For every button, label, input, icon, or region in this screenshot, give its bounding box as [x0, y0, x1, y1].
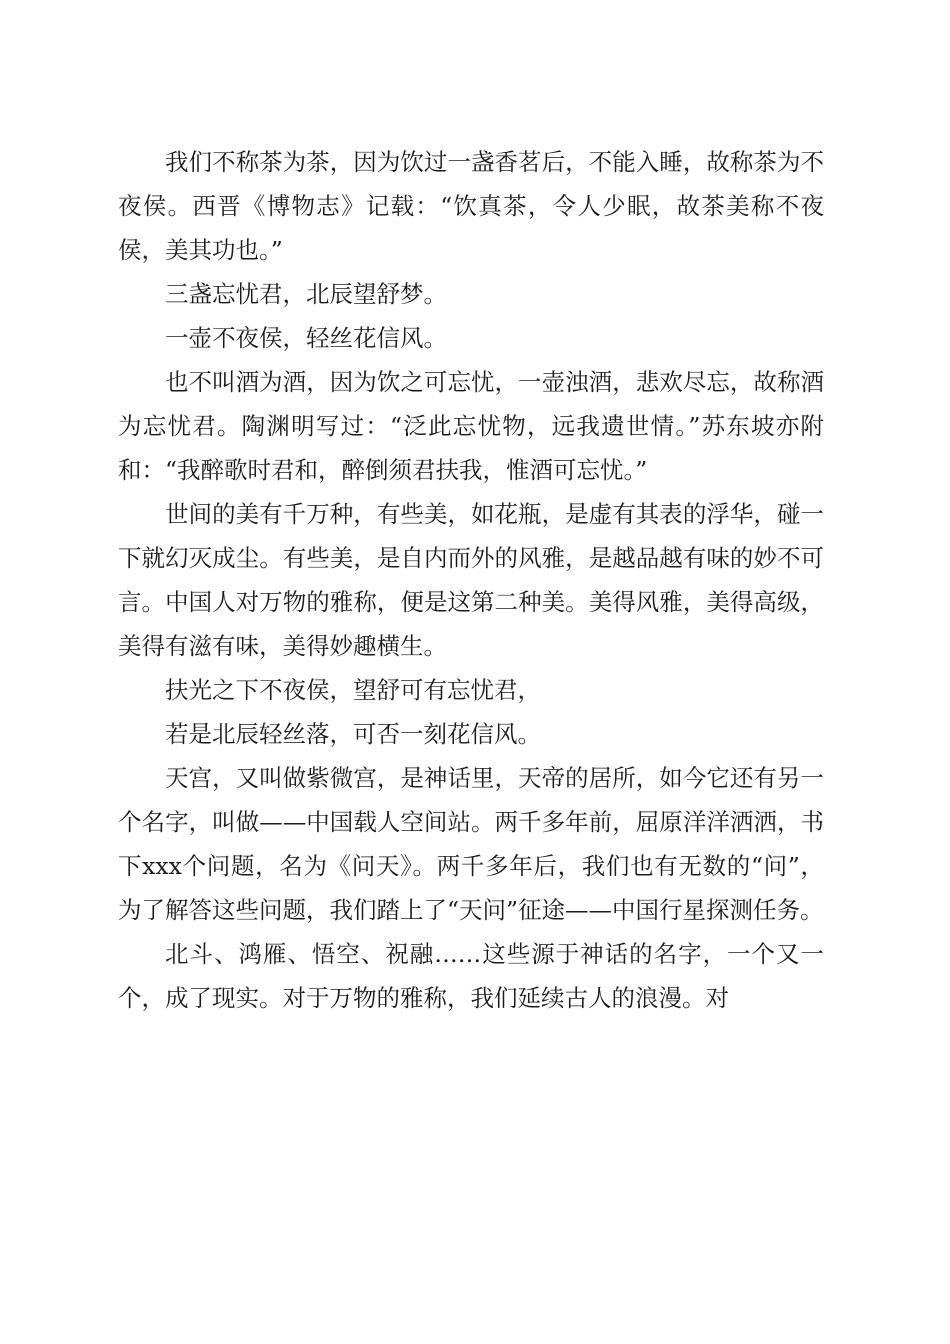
verse-line-4: 若是北辰轻丝落，可否一刻花信风。: [165, 720, 541, 748]
verse-line-1: 三盏忘忧君，北辰望舒梦。: [165, 280, 447, 308]
paragraph-tea-name: 我们不称茶为茶，因为饮过一盏香茗后，不能入睡，故称茶为不夜侯。西晋《博物志》记载：“饮真茶，令人少眠，故茶美称不夜侯，美其功也。”: [118, 148, 824, 264]
paragraph-myth-names: 北斗、鸿雁、悟空、祝融……这些源于神话的名字，一个又一个，成了现实。对于万物的雅称，我们延续古人的浪漫。对: [118, 940, 824, 1012]
document-page: [118, 140, 824, 1020]
paragraph-wine-name: 也不叫酒为酒，因为饮之可忘忧，一壶浊酒，悲欢尽忘，故称酒为忘忧君。陶渊明写过：“泛此忘忧物，远我遗世情。”苏东坡亦附和：“我醉歌时君和，醉倒须君扶我，惟酒可忘忧。”: [118, 368, 824, 484]
paragraph-beauty: 世间的美有千万种，有些美，如花瓶，是虚有其表的浮华，碰一下就幻灭成尘。有些美，是自内而外的风雅，是越品越有味的妙不可言。中国人对万物的雅称，便是这第二种美。美得风雅，美得高级，美得有滋有味，美得妙趣横生。: [118, 500, 824, 660]
verse-line-2: 一壶不夜侯，轻丝花信风。: [165, 324, 447, 352]
paragraph-tiangong: 天宫，又叫做紫微宫，是神话里，天帝的居所，如今它还有另一个名字，叫做——中国载人空间站。两千多年前，屈原洋洋洒洒，书下xxx个问题，名为《问天》。两千多年后，我们也有无数的“问”，为了解答这些问题，我们踏上了“天问”征途——中国行星探测任务。: [118, 764, 824, 924]
verse-line-3: 扶光之下不夜侯，望舒可有忘忧君，: [165, 676, 541, 704]
